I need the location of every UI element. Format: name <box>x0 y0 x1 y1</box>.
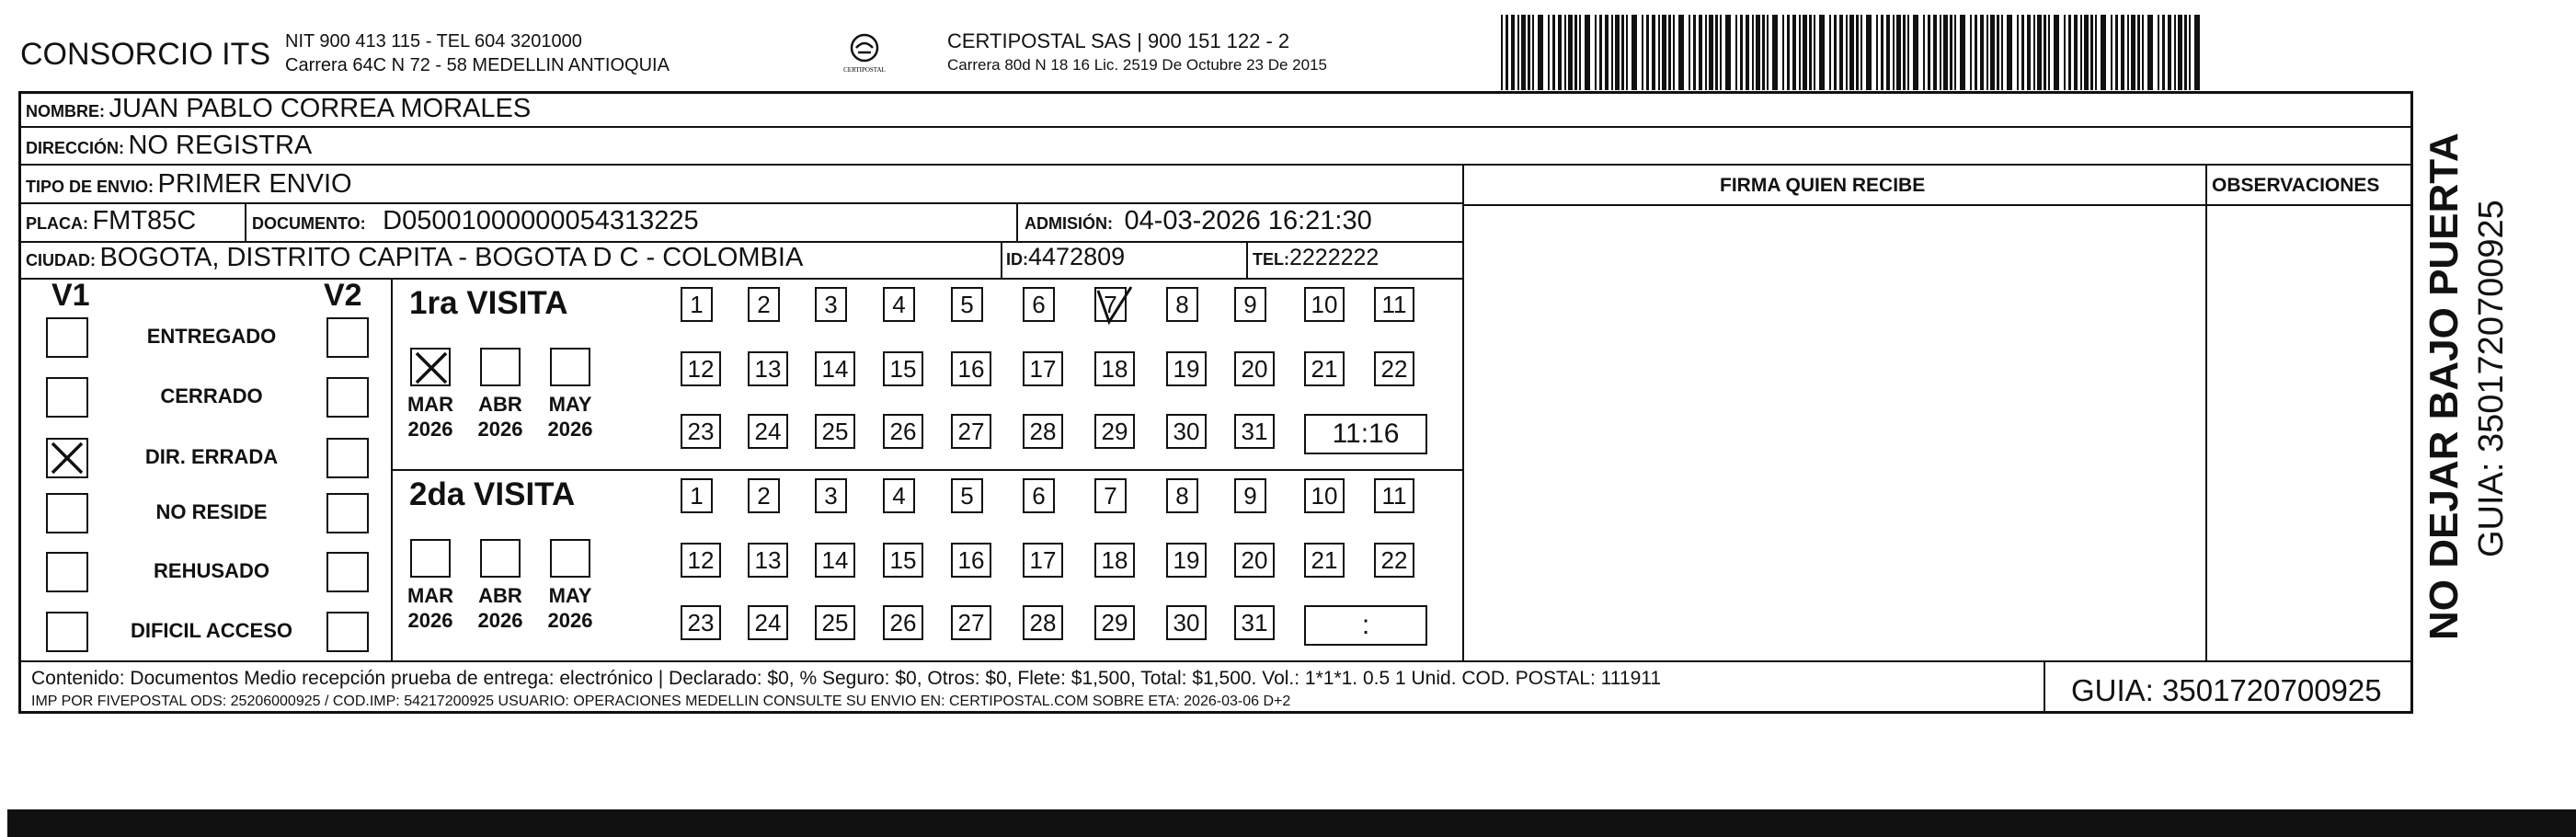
day-box[interactable] <box>883 414 923 449</box>
courier-info <box>947 29 1327 77</box>
rule <box>18 202 1462 204</box>
day-label: 27 <box>957 418 985 445</box>
v1-checkbox[interactable] <box>46 552 88 592</box>
month-checkbox[interactable] <box>480 348 521 386</box>
scan-edge <box>7 809 2576 837</box>
month-checkbox[interactable] <box>480 539 521 578</box>
day-box[interactable] <box>681 605 721 640</box>
nombre-label: NOMBRE: <box>26 102 105 120</box>
day-check-mark <box>1094 285 1135 335</box>
nombre-row <box>26 94 531 124</box>
direccion-label: DIRECCIÓN: <box>26 139 124 157</box>
day-box[interactable] <box>1094 414 1135 449</box>
day-label: 30 <box>1173 609 1200 636</box>
day-label: 6 <box>1032 482 1046 510</box>
placa-value: FMT85C <box>92 206 197 235</box>
day-label: 11 <box>1381 291 1407 318</box>
v1-header: V1 <box>52 278 90 313</box>
day-label: 15 <box>889 355 917 383</box>
day-label: 3 <box>824 291 838 318</box>
day-label: 20 <box>1241 355 1268 383</box>
day-box[interactable] <box>1094 287 1127 322</box>
tipo-value: PRIMER ENVIO <box>157 169 352 199</box>
day-box[interactable] <box>681 543 721 578</box>
day-box[interactable] <box>1234 605 1275 640</box>
rule <box>2205 164 2207 660</box>
day-box[interactable] <box>748 605 788 640</box>
status-label: DIFICIL ACCESO <box>130 619 292 642</box>
day-box[interactable] <box>1094 478 1127 513</box>
visit1-title: 1ra VISITA <box>409 285 568 321</box>
month-label: MAR 2026 <box>406 393 454 441</box>
rule <box>18 164 2413 166</box>
id-label: ID: <box>1006 250 1028 269</box>
v1-checkbox[interactable] <box>46 317 88 358</box>
company-address: Carrera 64C N 72 - 58 MEDELLIN ANTIOQUIA <box>285 55 670 75</box>
day-box[interactable] <box>1023 605 1063 640</box>
day-label: 27 <box>957 609 985 636</box>
day-box[interactable] <box>1304 478 1345 513</box>
rule <box>1246 241 1248 278</box>
rule <box>18 126 2413 128</box>
footer-imp: IMP POR FIVEPOSTAL ODS: 25206000925 / COD.IMP: 54217200925 USUARIO: OPERACIONES MEDELLIN CONSULTE SU ENVIO EN: CERTIPOSTAL.COM SOBRE ETA: 2026-03-06 D+2 <box>31 694 1291 709</box>
ciudad-label: CIUDAD: <box>26 251 96 269</box>
day-box[interactable] <box>1374 478 1414 513</box>
day-box[interactable] <box>951 605 991 640</box>
company-info <box>285 29 670 77</box>
day-box[interactable] <box>681 478 713 513</box>
visit2-title: 2da VISITA <box>409 476 576 512</box>
day-box[interactable] <box>1234 543 1275 578</box>
day-label: 16 <box>957 546 985 574</box>
admision-field <box>1025 206 1372 236</box>
day-label: 12 <box>687 355 715 383</box>
v2-checkbox[interactable] <box>326 438 369 478</box>
day-box[interactable] <box>1166 605 1207 640</box>
day-box[interactable] <box>1374 287 1414 322</box>
admision-value: 04-03-2026 16:21:30 <box>1124 206 1372 235</box>
id-field <box>1006 243 1125 271</box>
day-box[interactable] <box>951 414 991 449</box>
month-label: ABR 2026 <box>477 584 523 632</box>
day-label: 25 <box>821 609 849 636</box>
day-label: 5 <box>960 291 974 318</box>
day-label: 8 <box>1175 482 1189 510</box>
day-label: 22 <box>1380 546 1408 574</box>
day-label: 20 <box>1241 546 1268 574</box>
day-box[interactable] <box>681 414 721 449</box>
day-box[interactable] <box>1023 478 1055 513</box>
day-label: 31 <box>1241 609 1268 636</box>
direccion-row <box>26 131 312 161</box>
day-label: 24 <box>754 418 782 445</box>
rule <box>18 660 2413 662</box>
day-label: 23 <box>687 418 715 445</box>
delivery-form <box>18 91 2413 714</box>
day-box[interactable] <box>1166 543 1207 578</box>
day-label: 24 <box>754 609 782 636</box>
v1-checkbox[interactable] <box>46 493 88 533</box>
day-box[interactable] <box>1234 478 1266 513</box>
documento-label: DOCUMENTO: <box>252 214 366 233</box>
day-box[interactable] <box>1234 351 1275 386</box>
day-box[interactable] <box>815 543 855 578</box>
id-value: 4472809 <box>1028 243 1126 270</box>
time-field[interactable]: 11:16 <box>1304 414 1427 454</box>
day-box[interactable] <box>748 287 780 322</box>
day-box[interactable] <box>1166 414 1207 449</box>
month-label: MAR 2026 <box>406 584 454 632</box>
day-label: 9 <box>1243 291 1257 318</box>
day-label: 3 <box>824 482 838 510</box>
documento-field <box>252 206 699 236</box>
day-label: 17 <box>1029 546 1057 574</box>
day-box[interactable] <box>1304 287 1345 322</box>
day-label: 18 <box>1101 546 1128 574</box>
day-label: 18 <box>1101 355 1128 383</box>
day-label: 8 <box>1175 291 1189 318</box>
month-checkbox[interactable] <box>550 539 590 578</box>
day-label: 19 <box>1173 355 1200 383</box>
day-label: 17 <box>1029 355 1057 383</box>
observaciones-header: OBSERVACIONES <box>2212 175 2380 196</box>
time-field[interactable]: : <box>1304 605 1427 646</box>
day-box[interactable] <box>883 605 923 640</box>
footer-content: Contenido: Documentos Medio recepción prueba de entrega: electrónico | Declarado: $0, % Seguro: $0, Otros: $0, Flete: $1,500, Total: $1,500. Vol.: 1*1*1. 0.5 1 Unid. COD. POSTAL: 111911 <box>31 668 1662 689</box>
day-box[interactable] <box>1023 543 1063 578</box>
status-label: ENTREGADO <box>146 325 277 348</box>
month-checkbox[interactable] <box>410 348 451 386</box>
rule <box>245 202 246 241</box>
day-label: 7 <box>1104 291 1117 318</box>
v1-checkbox[interactable] <box>46 377 88 418</box>
direccion-value: NO REGISTRA <box>128 131 313 160</box>
rule <box>1462 164 1464 660</box>
tipo-label: TIPO DE ENVIO: <box>26 178 155 196</box>
day-box[interactable] <box>883 543 923 578</box>
status-label: DIR. ERRADA <box>144 445 279 468</box>
day-box[interactable] <box>1166 478 1198 513</box>
day-box[interactable] <box>748 478 780 513</box>
day-box[interactable] <box>883 478 915 513</box>
day-label: 13 <box>754 546 782 574</box>
day-label: 4 <box>892 482 906 510</box>
day-label: 16 <box>957 355 985 383</box>
status-label: CERRADO <box>160 384 263 407</box>
day-box[interactable] <box>815 287 847 322</box>
v2-header: V2 <box>324 278 362 313</box>
month-label: MAY 2026 <box>547 584 593 632</box>
day-box[interactable] <box>951 543 991 578</box>
month-label: ABR 2026 <box>477 393 523 441</box>
tel-label: TEL: <box>1253 250 1289 269</box>
barcode-icon <box>1501 15 2204 90</box>
v1-checkbox[interactable] <box>46 438 88 478</box>
v1-checkbox[interactable] <box>46 612 88 652</box>
day-label: 5 <box>960 482 974 510</box>
day-box[interactable] <box>1374 543 1414 578</box>
firma-header: FIRMA QUIEN RECIBE <box>1720 175 1926 196</box>
day-label: 28 <box>1029 609 1057 636</box>
day-box[interactable] <box>681 287 713 322</box>
company-name: CONSORCIO ITS <box>20 37 271 72</box>
day-label: 14 <box>821 355 849 383</box>
day-label: 13 <box>754 355 782 383</box>
day-label: 15 <box>889 546 917 574</box>
day-box[interactable] <box>1166 351 1207 386</box>
day-label: 14 <box>821 546 849 574</box>
month-checkbox[interactable] <box>550 348 590 386</box>
day-label: 21 <box>1311 546 1338 574</box>
v2-checkbox[interactable] <box>326 377 369 418</box>
day-label: 19 <box>1173 546 1200 574</box>
day-box[interactable] <box>1094 543 1135 578</box>
documento-value: D05001000000054313225 <box>383 206 699 235</box>
day-box[interactable] <box>1304 543 1345 578</box>
day-box[interactable] <box>1234 414 1275 449</box>
day-label: 29 <box>1101 418 1128 445</box>
side-guia: GUIA: 3501720700925 <box>2472 200 2511 557</box>
day-box[interactable] <box>1374 351 1414 386</box>
courier-address: Carrera 80d N 18 16 Lic. 2519 De Octubre 23 De 2015 <box>947 56 1327 74</box>
day-label: 10 <box>1311 482 1338 510</box>
day-box[interactable] <box>1023 351 1063 386</box>
day-box[interactable] <box>1094 351 1135 386</box>
day-label: 31 <box>1241 418 1268 445</box>
day-box[interactable] <box>951 351 991 386</box>
day-box[interactable] <box>681 351 721 386</box>
day-label: 26 <box>889 609 917 636</box>
rule <box>1001 241 1002 278</box>
placa-field <box>26 206 196 236</box>
placa-label: PLACA: <box>26 214 88 233</box>
ciudad-value: BOGOTA, DISTRITO CAPITA - BOGOTA D C - COLOMBIA <box>99 243 804 272</box>
day-box[interactable] <box>883 287 915 322</box>
day-label: 10 <box>1311 291 1338 318</box>
ciudad-field <box>26 243 803 273</box>
day-label: 26 <box>889 418 917 445</box>
day-label: 28 <box>1029 418 1057 445</box>
nombre-value: JUAN PABLO CORREA MORALES <box>109 94 532 123</box>
day-label: 9 <box>1243 482 1257 510</box>
day-box[interactable] <box>748 414 788 449</box>
tipo-row <box>26 169 352 200</box>
day-box[interactable] <box>748 543 788 578</box>
day-label: 29 <box>1101 609 1128 636</box>
day-label: 1 <box>690 482 704 510</box>
v2-checkbox[interactable] <box>326 493 369 533</box>
day-box[interactable] <box>1023 414 1063 449</box>
rule <box>1016 202 1018 241</box>
rule <box>391 469 1462 471</box>
day-label: 2 <box>757 482 771 510</box>
admision-label: ADMISIÓN: <box>1025 214 1113 233</box>
day-box[interactable] <box>883 351 923 386</box>
day-label: 7 <box>1104 482 1117 510</box>
day-box[interactable] <box>815 351 855 386</box>
rule <box>2044 660 2045 714</box>
rule <box>391 278 393 660</box>
day-box[interactable] <box>748 351 788 386</box>
day-label: 2 <box>757 291 771 318</box>
status-label: NO RESIDE <box>155 500 268 523</box>
month-label: MAY 2026 <box>547 393 593 441</box>
certipostal-logo <box>841 31 887 77</box>
day-label: 21 <box>1311 355 1338 383</box>
day-box[interactable] <box>951 287 983 322</box>
day-label: 25 <box>821 418 849 445</box>
v2-checkbox[interactable] <box>326 552 369 592</box>
rule <box>1462 204 2413 206</box>
day-box[interactable] <box>951 478 983 513</box>
no-dejar-warning: NO DEJAR BAJO PUERTA <box>2421 132 2467 640</box>
rule <box>18 278 1462 280</box>
tel-field <box>1253 245 1379 271</box>
day-label: 22 <box>1380 355 1408 383</box>
day-label: 1 <box>690 291 704 318</box>
tel-value: 2222222 <box>1289 245 1380 270</box>
v2-checkbox[interactable] <box>326 612 369 652</box>
day-label: 12 <box>687 546 715 574</box>
day-label: 6 <box>1032 291 1046 318</box>
company-nit: NIT 900 413 115 - TEL 604 3201000 <box>285 31 582 52</box>
day-label: 23 <box>687 609 715 636</box>
day-label: 4 <box>892 291 906 318</box>
month-checkbox[interactable] <box>410 539 451 578</box>
day-box[interactable] <box>815 414 855 449</box>
courier-name: CERTIPOSTAL SAS | 900 151 122 - 2 <box>947 29 1290 52</box>
day-label: 11 <box>1381 482 1407 510</box>
logo-text: CERTIPOSTAL <box>843 66 886 74</box>
day-box[interactable] <box>815 605 855 640</box>
day-box[interactable] <box>1234 287 1266 322</box>
day-box[interactable] <box>1166 287 1198 322</box>
day-box[interactable] <box>1304 351 1345 386</box>
footer-guia: GUIA: 3501720700925 <box>2071 673 2382 707</box>
day-label: 30 <box>1173 418 1200 445</box>
v2-checkbox[interactable] <box>326 317 369 358</box>
day-box[interactable] <box>1094 605 1135 640</box>
day-box[interactable] <box>1023 287 1055 322</box>
status-label: REHUSADO <box>154 559 269 582</box>
day-box[interactable] <box>815 478 847 513</box>
